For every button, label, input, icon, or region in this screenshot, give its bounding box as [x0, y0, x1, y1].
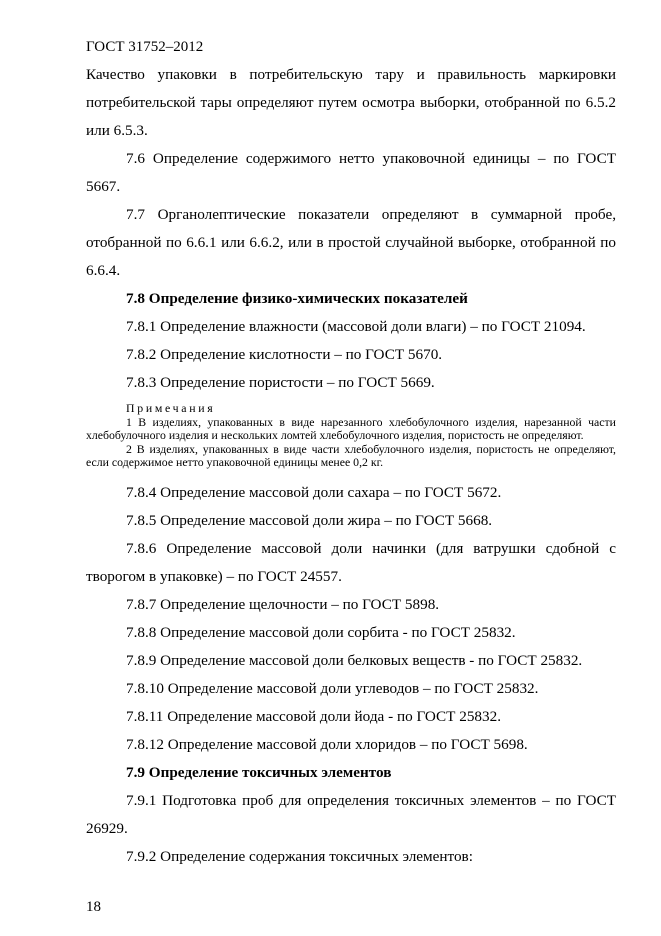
note-item-1: 1 В изделиях, упакованных в виде нарезанного хлебобулочного изделия, нарезанной части хлебобулочного изделия и нескольких ломтей хлебобулочного изделия, пористость не определяют. [86, 414, 616, 443]
paragraph-7-8-5: 7.8.5 Определение массовой доли жира – по ГОСТ 5668. [126, 511, 493, 529]
paragraph-7-9-1: 7.9.1 Подготовка проб для определения токсичных элементов – по ГОСТ 26929. [86, 791, 616, 837]
notes-block [86, 402, 616, 470]
paragraph-7-8-4: 7.8.4 Определение массовой доли сахара – по ГОСТ 5672. [126, 483, 502, 501]
paragraph-7-8-1: 7.8.1 Определение влажности (массовой доли влаги) – по ГОСТ 21094. [126, 318, 586, 335]
paragraph-7-7: 7.7 Органолептические показатели определяют в суммарной пробе, отобранной по 6.6.1 или 6.6.2, или в простой случайной выборке, отобранной по 6.6.4. [86, 206, 616, 279]
paragraph-7-8-11: 7.8.11 Определение массовой доли йода - по ГОСТ 25832. [126, 707, 501, 725]
page-number: 18 [86, 899, 101, 915]
page-body [86, 61, 616, 871]
paragraph-7-8-7: 7.8.7 Определение щелочности – по ГОСТ 5898. [126, 595, 440, 613]
paragraph-7-8-6: 7.8.6 Определение массовой доли начинки (для ватрушки сдобной с творогом в упаковке) – по ГОСТ 24557. [86, 539, 616, 585]
paragraph-7-8-9: 7.8.9 Определение массовой доли белковых веществ - по ГОСТ 25832. [126, 651, 583, 669]
document-header: ГОСТ 31752–2012 [86, 39, 204, 55]
paragraph-packaging-quality: Качество упаковки в потребительскую тару и правильность маркировки потребительской тары определяют путем осмотра выборки, отобранной по 6.5.2 или 6.5.3. [86, 66, 616, 139]
paragraph-7-8-3: 7.8.3 Определение пористости – по ГОСТ 5669. [126, 374, 435, 391]
notes-heading: Примечания [126, 401, 216, 415]
section-heading-7-9: 7.9 Определение токсичных элементов [126, 763, 392, 781]
paragraph-7-8-10: 7.8.10 Определение массовой доли углеводов – по ГОСТ 25832. [126, 679, 539, 697]
paragraph-7-8-12: 7.8.12 Определение массовой доли хлоридов – по ГОСТ 5698. [126, 735, 528, 753]
paragraph-7-6: 7.6 Определение содержимого нетто упаковочной единицы – по ГОСТ 5667. [86, 150, 616, 195]
paragraph-7-8-2: 7.8.2 Определение кислотности – по ГОСТ 5670. [126, 346, 443, 363]
note-item-2: 2 В изделиях, упакованных в виде части хлебобулочного изделия, пористость не определяют, если содержимое нетто упаковочной единицы менее 0,2 кг. [86, 441, 616, 470]
section-heading-7-8: 7.8 Определение физико-химических показателей [126, 290, 468, 307]
paragraph-7-9-2: 7.9.2 Определение содержания токсичных элементов: [126, 847, 473, 865]
paragraph-7-8-8: 7.8.8 Определение массовой доли сорбита - по ГОСТ 25832. [126, 623, 516, 641]
